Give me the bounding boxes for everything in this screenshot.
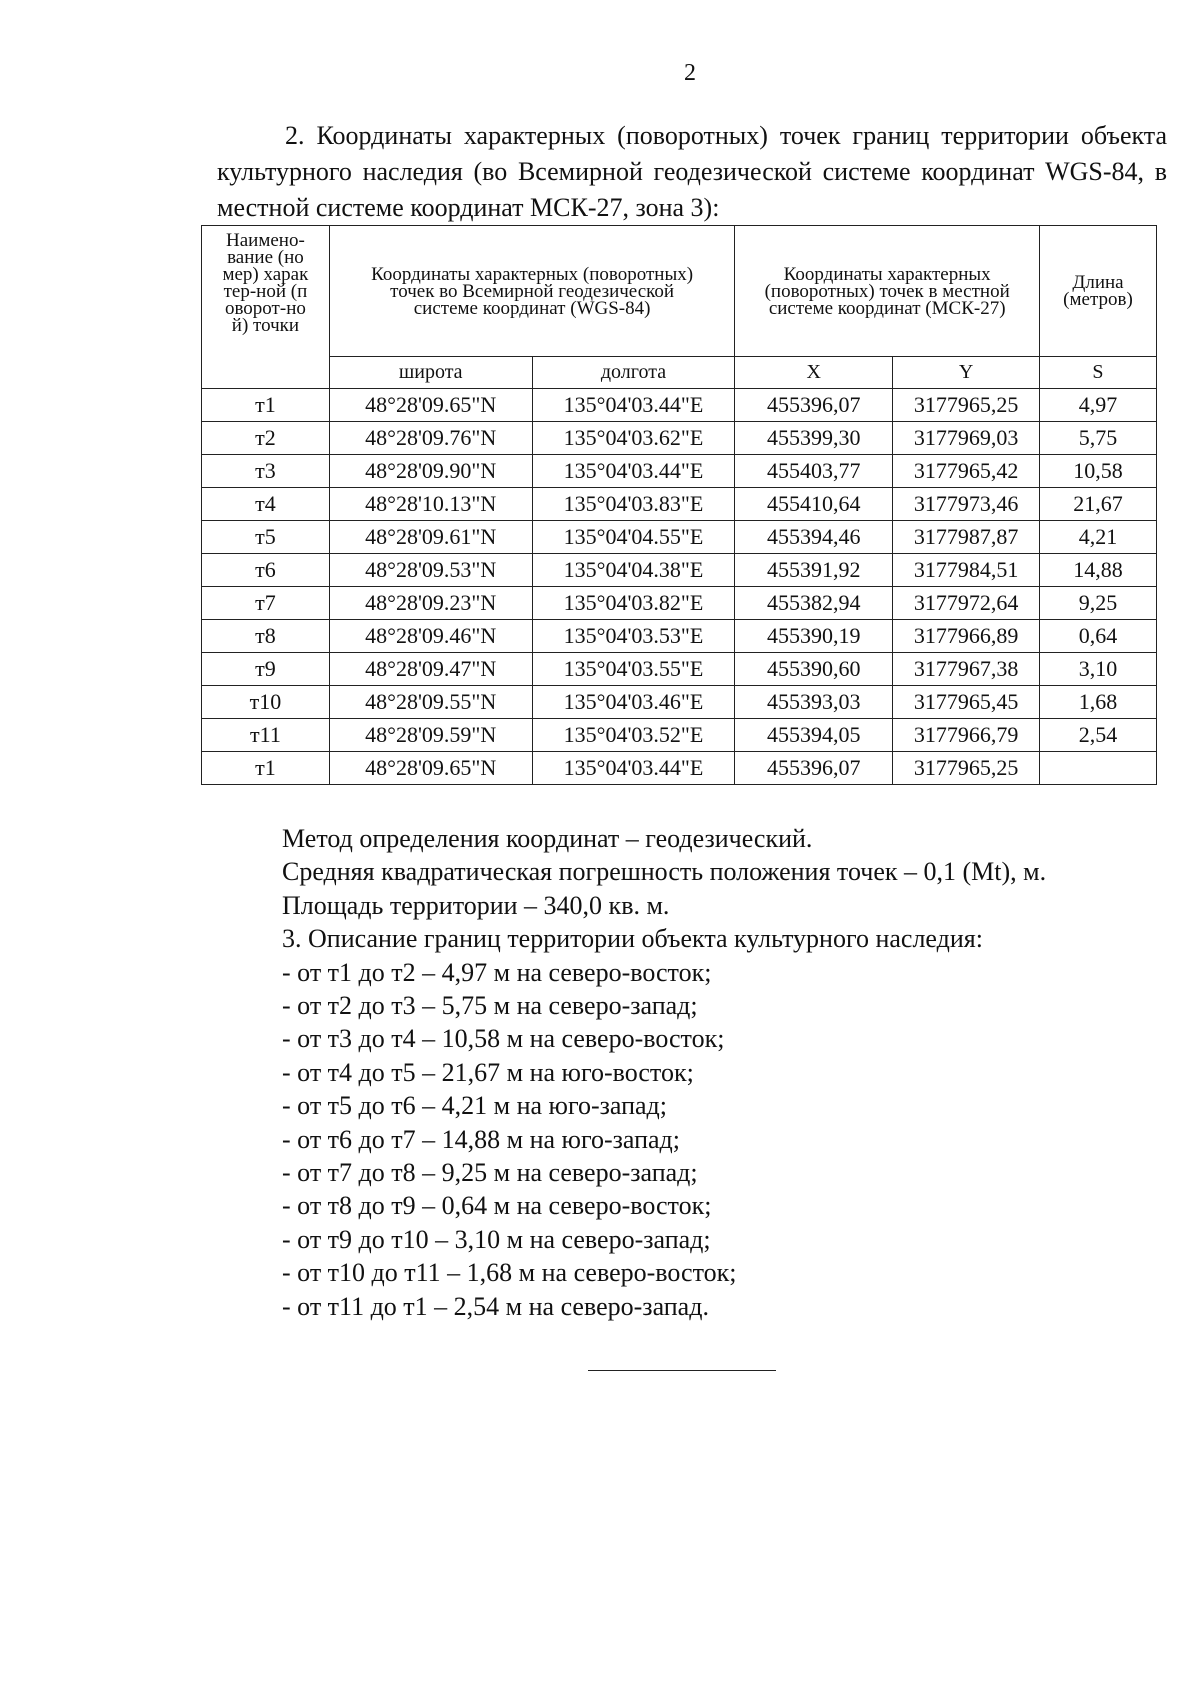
header-point-name — [202, 226, 330, 389]
cell-latitude: 48°28'09.65"N — [329, 389, 532, 422]
cell-y: 3177987,87 — [893, 521, 1040, 554]
header-point-name-text: Наимено-вание (номер) характер-ной (поворот-ной) точки — [222, 230, 309, 336]
cell-latitude: 48°28'09.61"N — [329, 521, 532, 554]
cell-length: 3,10 — [1039, 653, 1156, 686]
subheader-s: S — [1039, 357, 1156, 389]
boundary-item: - от т10 до т11 – 1,68 м на северо-восток; — [282, 1258, 737, 1288]
cell-y: 3177965,25 — [893, 752, 1040, 785]
cell-x: 455390,19 — [735, 620, 893, 653]
table-row — [202, 389, 1157, 422]
boundary-item: - от т2 до т3 – 5,75 м на северо-запад; — [282, 991, 698, 1021]
cell-x: 455394,05 — [735, 719, 893, 752]
notes-block — [282, 822, 1046, 1323]
cell-length: 1,68 — [1039, 686, 1156, 719]
cell-x: 455393,03 — [735, 686, 893, 719]
cell-length: 4,97 — [1039, 389, 1156, 422]
boundary-item: - от т4 до т5 – 21,67 м на юго-восток; — [282, 1057, 694, 1087]
cell-longitude: 135°04'03.83"E — [532, 488, 735, 521]
header-length — [1039, 226, 1156, 357]
cell-length: 5,75 — [1039, 422, 1156, 455]
cell-x: 455394,46 — [735, 521, 893, 554]
cell-latitude: 48°28'09.47"N — [329, 653, 532, 686]
cell-point: т1 — [202, 389, 330, 422]
section-2-heading — [217, 118, 1167, 226]
cell-y: 3177965,25 — [893, 389, 1040, 422]
cell-longitude: 135°04'03.82"E — [532, 587, 735, 620]
table-row — [202, 752, 1157, 785]
header-wgs84 — [329, 226, 735, 357]
boundary-item: - от т1 до т2 – 4,97 м на северо-восток; — [282, 957, 712, 987]
cell-point: т10 — [202, 686, 330, 719]
cell-latitude: 48°28'09.53"N — [329, 554, 532, 587]
cell-latitude: 48°28'09.46"N — [329, 620, 532, 653]
cell-y: 3177984,51 — [893, 554, 1040, 587]
cell-point: т6 — [202, 554, 330, 587]
cell-point: т4 — [202, 488, 330, 521]
cell-y: 3177966,79 — [893, 719, 1040, 752]
table-row — [202, 587, 1157, 620]
table-subheader-row — [202, 357, 1157, 389]
method-line: Метод определения координат – геодезический. — [282, 824, 813, 853]
cell-x: 455396,07 — [735, 752, 893, 785]
subheader-latitude: широта — [329, 357, 532, 389]
boundary-item: - от т7 до т8 – 9,25 м на северо-запад; — [282, 1158, 698, 1188]
header-msk27-text: Координаты характерных (поворотных) точек в местной системе координат (МСК-27) — [764, 263, 1010, 319]
cell-latitude: 48°28'09.65"N — [329, 752, 532, 785]
cell-y: 3177965,45 — [893, 686, 1040, 719]
cell-length: 21,67 — [1039, 488, 1156, 521]
cell-x: 455403,77 — [735, 455, 893, 488]
table-row — [202, 686, 1157, 719]
boundary-item: - от т9 до т10 – 3,10 м на северо-запад; — [282, 1224, 711, 1254]
subheader-longitude: долгота — [532, 357, 735, 389]
cell-length: 4,21 — [1039, 521, 1156, 554]
cell-length: 2,54 — [1039, 719, 1156, 752]
cell-longitude: 135°04'03.55"E — [532, 653, 735, 686]
closing-divider — [588, 1370, 776, 1371]
cell-longitude: 135°04'03.44"E — [532, 752, 735, 785]
cell-length: 0,64 — [1039, 620, 1156, 653]
cell-longitude: 135°04'03.52"E — [532, 719, 735, 752]
cell-point: т8 — [202, 620, 330, 653]
cell-x: 455410,64 — [735, 488, 893, 521]
cell-point: т7 — [202, 587, 330, 620]
cell-longitude: 135°04'03.62"E — [532, 422, 735, 455]
cell-x: 455382,94 — [735, 587, 893, 620]
section-3-title: 3. Описание границ территории объекта культурного наследия: — [282, 924, 983, 954]
cell-point: т3 — [202, 455, 330, 488]
header-msk27 — [735, 226, 1040, 357]
cell-longitude: 135°04'03.44"E — [532, 455, 735, 488]
cell-latitude: 48°28'09.76"N — [329, 422, 532, 455]
area-line: Площадь территории – 340,0 кв. м. — [282, 890, 670, 920]
cell-length: 10,58 — [1039, 455, 1156, 488]
cell-x: 455396,07 — [735, 389, 893, 422]
cell-y: 3177965,42 — [893, 455, 1040, 488]
cell-y: 3177973,46 — [893, 488, 1040, 521]
section-2-text: Координаты характерных (поворотных) точек границ территории объекта культурного наследия (во Всемирной геодезической системе координат WGS-84, в местной системе координат МСК-27, зона 3): — [217, 121, 1168, 222]
boundary-item: - от т5 до т6 – 4,21 м на юго-запад; — [282, 1091, 668, 1121]
cell-point: т11 — [202, 719, 330, 752]
cell-latitude: 48°28'09.90"N — [329, 455, 532, 488]
table-row — [202, 620, 1157, 653]
cell-length: 14,88 — [1039, 554, 1156, 587]
table-row — [202, 455, 1157, 488]
section-2-number: 2. — [285, 121, 305, 150]
cell-length: 9,25 — [1039, 587, 1156, 620]
table-row — [202, 719, 1157, 752]
cell-y: 3177972,64 — [893, 587, 1040, 620]
table-row — [202, 488, 1157, 521]
cell-y: 3177966,89 — [893, 620, 1040, 653]
cell-x: 455391,92 — [735, 554, 893, 587]
cell-longitude: 135°04'03.44"E — [532, 389, 735, 422]
accuracy-line: Средняя квадратическая погрешность положения точек – 0,1 (Mt), м. — [282, 857, 1047, 887]
table-row — [202, 653, 1157, 686]
cell-x: 455399,30 — [735, 422, 893, 455]
cell-length — [1039, 752, 1156, 785]
boundary-item: - от т11 до т1 – 2,54 м на северо-запад. — [282, 1291, 709, 1321]
boundary-item: - от т6 до т7 – 14,88 м на юго-запад; — [282, 1124, 681, 1154]
subheader-y: Y — [893, 357, 1040, 389]
table-row — [202, 554, 1157, 587]
table-row — [202, 521, 1157, 554]
cell-point: т5 — [202, 521, 330, 554]
cell-longitude: 135°04'03.46"E — [532, 686, 735, 719]
cell-longitude: 135°04'04.55"E — [532, 521, 735, 554]
cell-latitude: 48°28'10.13"N — [329, 488, 532, 521]
coordinates-table — [201, 225, 1157, 785]
cell-y: 3177967,38 — [893, 653, 1040, 686]
cell-latitude: 48°28'09.23"N — [329, 587, 532, 620]
header-length-text: Длина (метров) — [1063, 272, 1133, 310]
cell-latitude: 48°28'09.55"N — [329, 686, 532, 719]
cell-point: т2 — [202, 422, 330, 455]
cell-point: т9 — [202, 653, 330, 686]
table-header-row — [202, 226, 1157, 357]
boundary-item: - от т8 до т9 – 0,64 м на северо-восток; — [282, 1191, 712, 1221]
cell-latitude: 48°28'09.59"N — [329, 719, 532, 752]
page-number: 2 — [684, 60, 696, 86]
cell-longitude: 135°04'04.38"E — [532, 554, 735, 587]
cell-y: 3177969,03 — [893, 422, 1040, 455]
subheader-x: X — [735, 357, 893, 389]
cell-x: 455390,60 — [735, 653, 893, 686]
table-row — [202, 422, 1157, 455]
header-wgs84-text: Координаты характерных (поворотных) точек во Всемирной геодезической системе координат (WGS-84) — [371, 263, 694, 319]
cell-longitude: 135°04'03.53"E — [532, 620, 735, 653]
cell-point: т1 — [202, 752, 330, 785]
boundary-item: - от т3 до т4 – 10,58 м на северо-восток; — [282, 1024, 725, 1054]
